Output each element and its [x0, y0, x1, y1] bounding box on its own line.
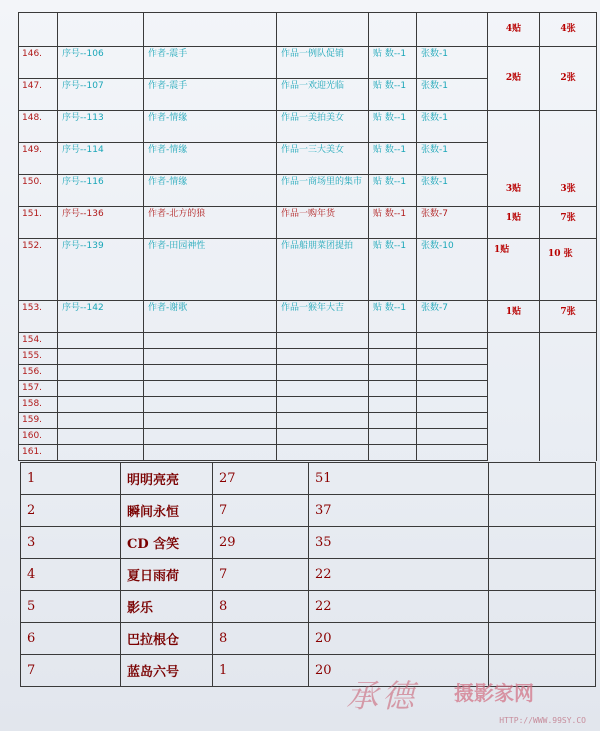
tie-count-cell: 7 — [213, 495, 309, 527]
name-cell: 蓝岛六号 — [121, 655, 213, 687]
row-number: 151. — [19, 207, 58, 239]
row-number: 150. — [19, 175, 58, 207]
work-cell: 作品一三大美女 — [277, 143, 369, 175]
header-cell — [19, 13, 58, 47]
tie-total: 4贴 — [488, 13, 540, 47]
work-cell: 作品船朋菜团提拍 — [277, 239, 369, 301]
header-cell — [144, 13, 277, 47]
seq-cell: 序号--139 — [58, 239, 144, 301]
work-cell: 作品一购年货 — [277, 207, 369, 239]
name-cell: CD 含笑 — [121, 527, 213, 559]
seq-cell: 序号--116 — [58, 175, 144, 207]
row-number: 152. — [19, 239, 58, 301]
sheets-cell: 张数-1 — [417, 175, 488, 207]
table-row — [19, 239, 597, 301]
name-cell: 瞬间永恒 — [121, 495, 213, 527]
work-cell: 作品一欢迎光临 — [277, 79, 369, 111]
sheets-cell: 张数-7 — [417, 301, 488, 333]
group-tie: 1贴 — [488, 239, 540, 301]
sheet-count-cell: 20 — [309, 655, 489, 687]
summary-row — [21, 559, 596, 591]
seq-cell: 序号--114 — [58, 143, 144, 175]
group-tie: 1贴 — [488, 207, 540, 239]
group-sheets: 2张 — [540, 47, 597, 111]
group-sheets: 3张 — [540, 111, 597, 207]
seq-cell: 序号--136 — [58, 207, 144, 239]
seq-cell: 序号--106 — [58, 47, 144, 79]
row-number: 155. — [19, 349, 58, 365]
summary-row — [21, 463, 596, 495]
rank-cell: 1 — [21, 463, 121, 495]
seq-cell: 序号--142 — [58, 301, 144, 333]
author-cell: 作者-震手 — [144, 47, 277, 79]
tie-cell: 贴 数--1 — [369, 207, 417, 239]
table-header-row — [19, 13, 597, 47]
rank-cell: 5 — [21, 591, 121, 623]
name-cell: 明明亮亮 — [121, 463, 213, 495]
sheets-cell: 张数-1 — [417, 143, 488, 175]
row-number: 156. — [19, 365, 58, 381]
sheets-cell: 张数-1 — [417, 111, 488, 143]
name-cell: 巴拉根仓 — [121, 623, 213, 655]
table-row — [19, 47, 597, 79]
header-cell — [369, 13, 417, 47]
sheet-count-cell: 20 — [309, 623, 489, 655]
tie-count-cell: 27 — [213, 463, 309, 495]
sheet-count-cell: 22 — [309, 559, 489, 591]
table-row — [19, 207, 597, 239]
tie-count-cell: 7 — [213, 559, 309, 591]
name-cell: 夏日雨荷 — [121, 559, 213, 591]
row-number: 160. — [19, 429, 58, 445]
tie-cell: 贴 数--1 — [369, 47, 417, 79]
tie-cell: 贴 数--1 — [369, 301, 417, 333]
summary-row — [21, 591, 596, 623]
watermark-url: HTTP://WWW.99SY.CO — [499, 716, 586, 725]
tie-count-cell: 8 — [213, 623, 309, 655]
row-number: 146. — [19, 47, 58, 79]
row-number: 154. — [19, 333, 58, 349]
table-row — [19, 111, 597, 143]
sheet-count-cell: 37 — [309, 495, 489, 527]
work-cell: 作品一美拍美女 — [277, 111, 369, 143]
sheets-cell: 张数-1 — [417, 79, 488, 111]
header-cell — [277, 13, 369, 47]
seq-cell: 序号--113 — [58, 111, 144, 143]
author-cell: 作者-谢歌 — [144, 301, 277, 333]
work-cell: 作品一商场里的集市 — [277, 175, 369, 207]
rank-cell: 7 — [21, 655, 121, 687]
author-cell: 作者-情缘 — [144, 143, 277, 175]
work-cell: 作品一猴年大吉 — [277, 301, 369, 333]
summary-table — [20, 462, 596, 687]
tie-cell: 贴 数--1 — [369, 79, 417, 111]
group-tie: 1贴 — [488, 301, 540, 333]
work-cell: 作品一例队促销 — [277, 47, 369, 79]
empty-row — [19, 333, 597, 349]
tie-count-cell: 1 — [213, 655, 309, 687]
author-cell: 作者-震手 — [144, 79, 277, 111]
row-number: 161. — [19, 445, 58, 461]
group-tie: 2贴 — [488, 47, 540, 111]
author-cell: 作者-北方的狼 — [144, 207, 277, 239]
sheets-cell: 张数-10 — [417, 239, 488, 301]
watermark-calligraphy: 承德 — [346, 677, 419, 715]
rank-cell: 6 — [21, 623, 121, 655]
row-number: 157. — [19, 381, 58, 397]
watermark-text: 摄影家网 — [454, 681, 534, 705]
row-number: 158. — [19, 397, 58, 413]
summary-row — [21, 527, 596, 559]
author-cell: 作者-情缘 — [144, 111, 277, 143]
header-cell — [58, 13, 144, 47]
sheets-cell: 张数-7 — [417, 207, 488, 239]
sheets-cell: 张数-1 — [417, 47, 488, 79]
site-watermark — [346, 671, 586, 725]
sheet-total: 4张 — [540, 13, 597, 47]
sheet-count-cell: 22 — [309, 591, 489, 623]
entries-table — [18, 12, 597, 461]
tie-count-cell: 29 — [213, 527, 309, 559]
tie-cell: 贴 数--1 — [369, 175, 417, 207]
sheet-count-cell: 35 — [309, 527, 489, 559]
rank-cell: 4 — [21, 559, 121, 591]
tie-cell: 贴 数--1 — [369, 111, 417, 143]
tie-cell: 贴 数--1 — [369, 143, 417, 175]
group-tie: 3贴 — [488, 111, 540, 207]
row-number: 159. — [19, 413, 58, 429]
tie-cell: 贴 数--1 — [369, 239, 417, 301]
summary-row — [21, 495, 596, 527]
group-sheets: 10 张 — [540, 239, 597, 301]
row-number: 153. — [19, 301, 58, 333]
seq-cell: 序号--107 — [58, 79, 144, 111]
row-number: 148. — [19, 111, 58, 143]
group-sheets: 7张 — [540, 301, 597, 333]
row-number: 147. — [19, 79, 58, 111]
rank-cell: 3 — [21, 527, 121, 559]
sheet-count-cell: 51 — [309, 463, 489, 495]
row-number: 149. — [19, 143, 58, 175]
tie-count-cell: 8 — [213, 591, 309, 623]
rank-cell: 2 — [21, 495, 121, 527]
header-cell — [417, 13, 488, 47]
author-cell: 作者-情缘 — [144, 175, 277, 207]
table-row — [19, 301, 597, 333]
summary-row — [21, 623, 596, 655]
author-cell: 作者-田园神性 — [144, 239, 277, 301]
group-sheets: 7张 — [540, 207, 597, 239]
name-cell: 影乐 — [121, 591, 213, 623]
